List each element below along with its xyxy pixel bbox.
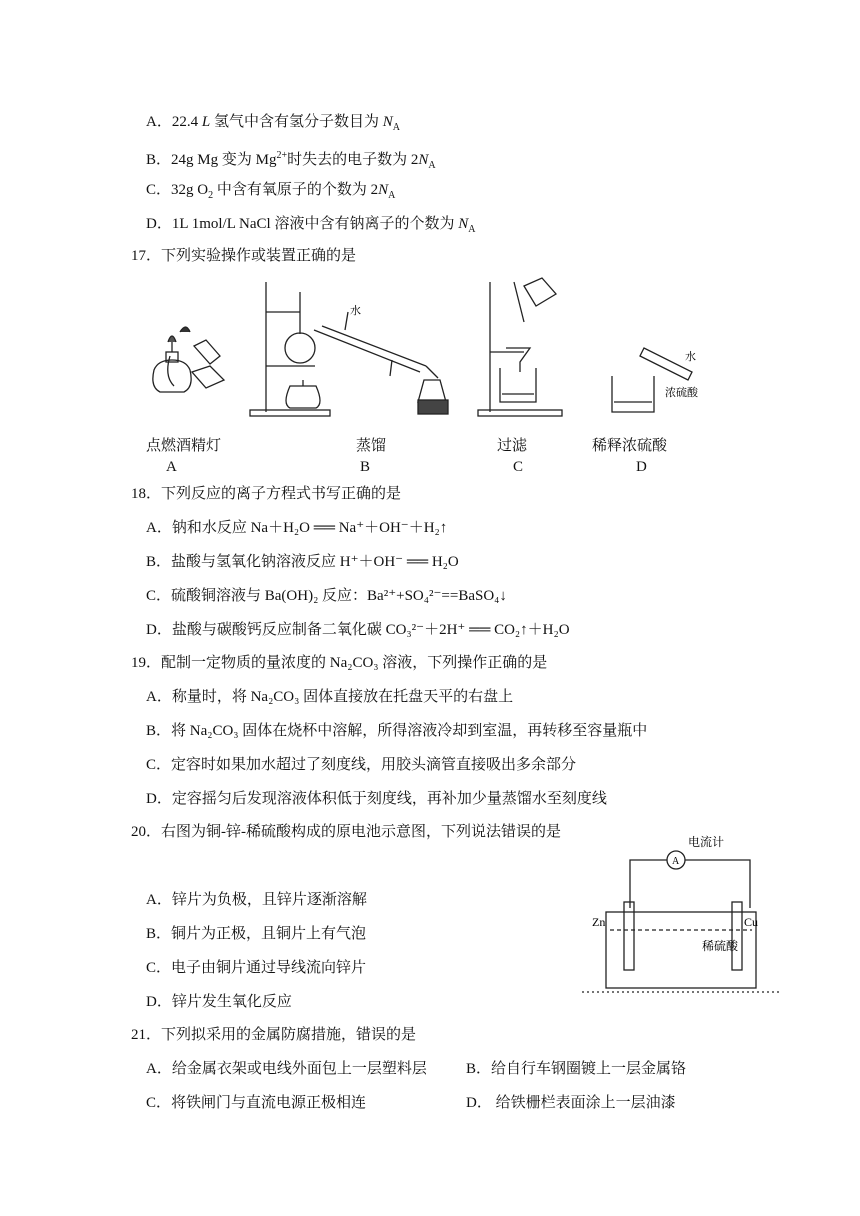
caption-a: 点燃酒精灯 (146, 438, 222, 454)
label-water-b: 水 (350, 305, 361, 317)
q16-option-c: C．32g $O_2$ 中含有氧原子的个数为 $2N_A$ (146, 182, 396, 201)
q16-option-a: A．22.4 L 氢气中含有氢分子数目为 $N_A$ (146, 114, 400, 133)
q20-option-b: B．铜片为正极，且铜片上有气泡 (146, 926, 367, 942)
q19-option-c: C．定容时如果加水超过了刻度线，用胶头滴管直接吸出多余部分 (146, 757, 577, 773)
letter-b: B (360, 459, 371, 475)
q18-option-a: A．钠和水反应 Na＋H₂O ══ Na⁺＋OH⁻＋H₂↑ (146, 520, 448, 536)
q18-stem: 18．下列反应的离子方程式书写正确的是 (131, 486, 402, 502)
q21-option-c: C．将铁闸门与直流电源正极相连 (146, 1095, 367, 1111)
q20-option-d: D．锌片发生氧化反应 (146, 994, 292, 1010)
q21-stem: 21．下列拟采用的金属防腐措施，错误的是 (131, 1027, 417, 1043)
letter-d: D (636, 459, 647, 475)
label-water-d: 水 (685, 351, 696, 363)
q19-option-a: A．称量时，将 Na₂CO₃ 固体直接放在托盘天平的右盘上 (146, 689, 514, 705)
q21-option-a: A．给金属衣架或电线外面包上一层塑料层 (146, 1061, 427, 1077)
q17-apparatus-figure (140, 272, 720, 422)
q20-option-a: A．锌片为负极，且锌片逐渐溶解 (146, 892, 367, 908)
label-cu: Cu (744, 915, 759, 929)
dilution-apparatus (612, 348, 692, 412)
label-zn: Zn (592, 915, 606, 929)
q19-option-d: D．定容摇匀后发现溶液体积低于刻度线，再补加少量蒸馏水至刻度线 (146, 791, 607, 807)
q17-stem: 17．下列实验操作或装置正确的是 (131, 248, 357, 264)
distillation-apparatus (250, 282, 448, 416)
label-dilute-acid: 稀硫酸 (702, 939, 739, 953)
filtration-apparatus (478, 278, 562, 416)
q16-option-d: D．1L 1mol/L NaCl 溶液中含有钠离子的个数为 $N_A$ (146, 216, 476, 235)
galvanic-cell-diagram (582, 830, 782, 998)
q16-option-b: B．24g Mg 变为 $Mg^{2+}$时失去的电子数为 $2N_A$ (146, 150, 436, 171)
alcohol-lamp-illustration (153, 327, 224, 392)
q19-stem: 19．配制一定物质的量浓度的 Na₂CO₃ 溶液，下列操作正确的是 (131, 655, 548, 671)
caption-c: 过滤 (497, 438, 528, 454)
q19-option-b: B．将 Na₂CO₃ 固体在烧杯中溶解，所得溶液冷却到室温，再转移至容量瓶中 (146, 723, 648, 739)
q18-option-c: C．硫酸铜溶液与 Ba(OH)₂ 反应：Ba²⁺+SO₄²⁻==BaSO₄↓ (146, 588, 507, 604)
letter-c: C (513, 459, 524, 475)
q20-option-c: C．电子由铜片通过导线流向锌片 (146, 960, 367, 976)
ammeter-symbol: A (672, 856, 680, 867)
label-ammeter: 电流计 (688, 835, 725, 849)
caption-b: 蒸馏 (356, 438, 387, 454)
q20-stem: 20．右图为铜-锌-稀硫酸构成的原电池示意图，下列说法错误的是 (131, 824, 561, 840)
q21-option-d: D． 给铁栅栏表面涂上一层油漆 (466, 1095, 676, 1111)
q21-option-b: B．给自行车钢圈镀上一层金属铬 (466, 1061, 687, 1077)
caption-d: 稀释浓硫酸 (592, 438, 668, 454)
letter-a: A (166, 459, 177, 475)
label-conc-acid-d: 浓硫酸 (665, 387, 698, 399)
q18-option-d: D．盐酸与碳酸钙反应制备二氧化碳 CO₃²⁻＋2H⁺ ══ CO₂↑＋H₂O (146, 622, 570, 638)
q18-option-b: B．盐酸与氢氧化钠溶液反应 H⁺＋OH⁻ ══ H₂O (146, 554, 459, 570)
